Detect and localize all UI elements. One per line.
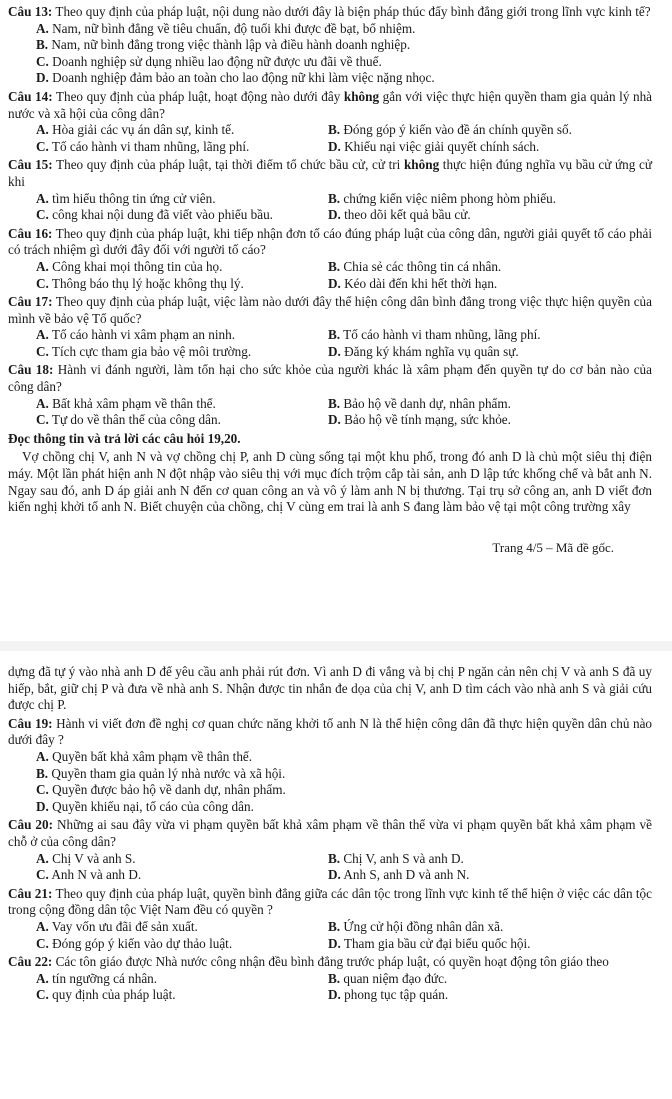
option-d: D. Doanh nghiệp đảm bảo an toàn cho lao động nữ khi làm việc nặng nhọc. bbox=[36, 70, 435, 86]
option-d: D. theo dõi kết quả bầu cử. bbox=[328, 207, 471, 223]
question-label: Câu 17: bbox=[8, 294, 53, 310]
option-d: D. phong tục tập quán. bbox=[328, 987, 449, 1003]
option-d: D. Anh S, anh D và anh N. bbox=[328, 867, 470, 883]
page-separator bbox=[0, 641, 672, 651]
option-c: C. Đóng góp ý kiến vào dự thảo luật. bbox=[36, 935, 233, 951]
emphasis-not: không bbox=[343, 88, 380, 104]
option-c: C. Anh N và anh D. bbox=[36, 867, 142, 883]
question-stem: Theo quy định của pháp luật, nội dung nào dưới đây là biện pháp thúc đẩy bình đẳng giới trong lĩnh vực kinh tế? bbox=[55, 4, 651, 19]
question-20: Câu 20: Những ai sau đây vừa vi phạm quyền bất khả xâm phạm về thân thể vừa vi phạm quyền bất khả xâm phạm về chỗ ở của công dân? A. Chị V và anh S. B. Chị V, anh S và anh D. C. Anh N và anh D. D. Anh S, anh D và anh N. bbox=[8, 817, 652, 883]
option-b: B. Bảo hộ về danh dự, nhân phẩm. bbox=[328, 395, 511, 411]
option-a: A. Hòa giải các vụ án dân sự, kinh tế. bbox=[36, 122, 235, 138]
exam-page-5 bbox=[0, 651, 672, 1099]
page-footer: Trang 4/5 – Mã đề gốc. bbox=[492, 539, 614, 555]
option-a: A. Công khai mọi thông tin của họ. bbox=[36, 258, 223, 274]
option-a: A. Nam, nữ bình đẳng về tiêu chuẩn, độ tuổi khi được đề bạt, bổ nhiệm. bbox=[36, 20, 416, 36]
option-c: C. công khai nội dung đã viết vào phiếu bầu. bbox=[36, 207, 273, 223]
option-d: D. Đăng ký khám nghĩa vụ quân sự. bbox=[328, 343, 519, 359]
option-b: B. Nam, nữ bình đẳng trong việc thành lập và điều hành doanh nghiệp. bbox=[36, 37, 411, 53]
option-d: D. Khiếu nại việc giải quyết chính sách. bbox=[328, 138, 540, 154]
option-d: D. Bảo hộ về tính mạng, sức khỏe. bbox=[328, 412, 511, 428]
question-14: Câu 14: Theo quy định của pháp luật, hoạt động nào dưới đây không gắn với việc thực hiện quyền tham gia quản lý nhà nước và xã hội của công dân? A. Hòa giải các vụ án dân sự, kinh tế. B. Đóng góp ý kiến vào đề án chính quyền số. C. Tố cáo hành vi tham nhũng, lãng phí. D. Khiếu nại việc giải quyết chính sách. bbox=[8, 88, 653, 154]
question-21: Câu 21: Theo quy định của pháp luật, quyền bình đẳng giữa các dân tộc trong lĩnh vực kinh tế thể hiện ở việc các dân tộc trong cộng đồng dân tộc Việt Nam đều có quyền ? A. Vay vốn ưu đãi để sản xuất. B. Ứng cử hội đồng nhân dân xã. C. Đóng góp ý kiến vào dự thảo luật. D. Tham gia bầu cử đại biểu quốc hội. bbox=[8, 885, 653, 951]
question-22: Câu 22: Các tôn giáo được Nhà nước công nhận đều bình đẳng trước pháp luật, có quyền hoạt động tôn giáo theo A. tín ngưỡng cá nhân. B. quan niệm đạo đức. C. quy định của pháp luật. D. phong tục tập quán. bbox=[8, 954, 652, 1004]
reading-passage-part2: dựng đã tự ý vào nhà anh D để yêu cầu anh phải rút đơn. Vì anh D đi vắng và bị chị P ngăn cản nên chị V và anh S đã uy hiếp, bắt, giữ chị P và đưa về nhà anh S. Nhận được tin nhắn đe dọa của chị V, anh D tìm cách vào nhà anh S và giải cứu được chị P. bbox=[8, 664, 652, 713]
question-18: Câu 18: Hành vi đánh người, làm tổn hại cho sức khỏe của người khác là xâm phạm đến quyền tự do cơ bản nào của công dân? A. Bất khả xâm phạm về thân thể. B. Bảo hộ về danh dự, nhân phẩm. C. Tự do về thân thể của công dân. D. Bảo hộ về tính mạng, sức khỏe. bbox=[8, 362, 653, 428]
option-b: B. quan niệm đạo đức. bbox=[328, 970, 448, 986]
question-label: Câu 21: bbox=[8, 885, 53, 901]
option-a: A. tìm hiểu thông tin ứng cử viên. bbox=[36, 190, 216, 206]
question-17: Câu 17: Theo quy định của pháp luật, việc làm nào dưới đây thể hiện công dân bình đẳng trong việc thực hiện quyền của mình về bảo vệ Tổ quốc? A. Tố cáo hành vi xâm phạm an ninh. B. Tố cáo hành vi tham nhũng, lãng phí. C. Tích cực tham gia bảo vệ môi trường. D. Đăng ký khám nghĩa vụ quân sự. bbox=[8, 294, 652, 359]
option-b: B. Chị V, anh S và anh D. bbox=[328, 850, 464, 866]
option-b: B. Ứng cử hội đồng nhân dân xã. bbox=[328, 918, 504, 934]
option-b: B. Quyền tham gia quản lý nhà nước và xã hội. bbox=[36, 765, 286, 781]
question-label: Câu 13: bbox=[8, 4, 53, 19]
option-c: C. Tố cáo hành vi tham nhũng, lãng phí. bbox=[36, 138, 250, 154]
option-a: A. Quyền bất khả xâm phạm về thân thể. bbox=[36, 748, 253, 764]
question-label: Câu 19: bbox=[8, 715, 53, 731]
option-c: C. quy định của pháp luật. bbox=[36, 987, 176, 1003]
question-label: Câu 15: bbox=[8, 157, 53, 173]
section-title: Đọc thông tin và trả lời các câu hỏi 19,20. bbox=[8, 430, 241, 446]
option-b: B. Tố cáo hành vi tham nhũng, lãng phí. bbox=[328, 327, 541, 343]
option-d: D. Quyền khiếu nại, tố cáo của công dân. bbox=[36, 798, 254, 814]
option-c: C. Doanh nghiệp sử dụng nhiều lao động nữ được ưu đãi về thuế. bbox=[36, 53, 382, 69]
option-d: D. Kéo dài đến khi hết thời hạn. bbox=[328, 275, 498, 291]
question-19: Câu 19: Hành vi viết đơn đề nghị cơ quan chức năng khởi tố anh N là thể hiện công dân đã thực hiện quyền dân chủ nào dưới đây ? A. Quyền bất khả xâm phạm về thân thể. B. Quyền tham gia quản lý nhà nước và xã hội. C. Quyền được bảo hộ về danh dự, nhân phẩm. D. Quyền khiếu nại, tố cáo của công dân. bbox=[8, 715, 653, 814]
option-a: A. Vay vốn ưu đãi để sản xuất. bbox=[36, 918, 198, 934]
option-c: C. Quyền được bảo hộ về danh dự, nhân phẩm. bbox=[36, 782, 286, 798]
option-c: C. Tự do về thân thể của công dân. bbox=[36, 412, 221, 428]
option-b: B. chứng kiến việc niêm phong hòm phiếu. bbox=[328, 190, 557, 206]
option-b: B. Chia sẻ các thông tin cá nhân. bbox=[328, 258, 502, 274]
question-label: Câu 16: bbox=[8, 225, 53, 241]
emphasis-not: không bbox=[403, 157, 440, 173]
question-13 bbox=[8, 4, 652, 87]
option-a: A. Chị V và anh S. bbox=[36, 850, 136, 866]
option-a: A. tín ngưỡng cá nhân. bbox=[36, 970, 158, 986]
question-label: Câu 14: bbox=[8, 88, 53, 104]
option-a: A. Bất khả xâm phạm về thân thể. bbox=[36, 395, 216, 411]
option-a: A. Tố cáo hành vi xâm phạm an ninh. bbox=[36, 327, 236, 343]
question-label: Câu 18: bbox=[8, 362, 54, 378]
option-b: B. Đóng góp ý kiến vào đề án chính quyền số. bbox=[328, 122, 572, 138]
reading-passage-part1: Vợ chồng chị V, anh N và vợ chồng chị P, anh D cùng sống tại một khu phố, trong đó anh D là chủ một siêu thị điện máy. Một lần phát hiện anh N đột nhập vào siêu thị với mục đích trộm cắp tài sản, anh D lập tức khống chế và bắt anh N. Ngay sau đó, anh D áp giải anh N đến cơ quan công an và vô ý làm anh N bị thương. Tại trụ sở công an, anh D viết đơn kiến nghị khởi tố anh N. Biết chuyện của chồng, chị V cùng em trai là anh S đang làm bảo vệ tại một công trường xây bbox=[8, 449, 652, 515]
option-c: C. Thông báo thụ lý hoặc không thụ lý. bbox=[36, 275, 244, 291]
question-label: Câu 20: bbox=[8, 817, 54, 833]
question-15: Câu 15: Theo quy định của pháp luật, tại thời điểm tổ chức bầu cử, cử tri không thực hiện đúng nghĩa vụ bầu cử ứng cử khi A. tìm hiểu thông tin ứng cử viên. B. chứng kiến việc niêm phong hòm phiếu. C. công khai nội dung đã viết vào phiếu bầu. D. theo dõi kết quả bầu cử. bbox=[8, 157, 652, 223]
question-16: Câu 16: Theo quy định của pháp luật, khi tiếp nhận đơn tố cáo đúng pháp luật của công dân, người giải quyết tố cáo phải có trách nhiệm gì dưới đây đối với người tố cáo? A. Công khai mọi thông tin của họ. B. Chia sẻ các thông tin cá nhân. C. Thông báo thụ lý hoặc không thụ lý. D. Kéo dài đến khi hết thời hạn. bbox=[8, 225, 652, 291]
option-c: C. Tích cực tham gia bảo vệ môi trường. bbox=[36, 343, 252, 359]
question-label: Câu 22: bbox=[8, 954, 53, 970]
option-d: D. Tham gia bầu cử đại biểu quốc hội. bbox=[328, 935, 531, 951]
